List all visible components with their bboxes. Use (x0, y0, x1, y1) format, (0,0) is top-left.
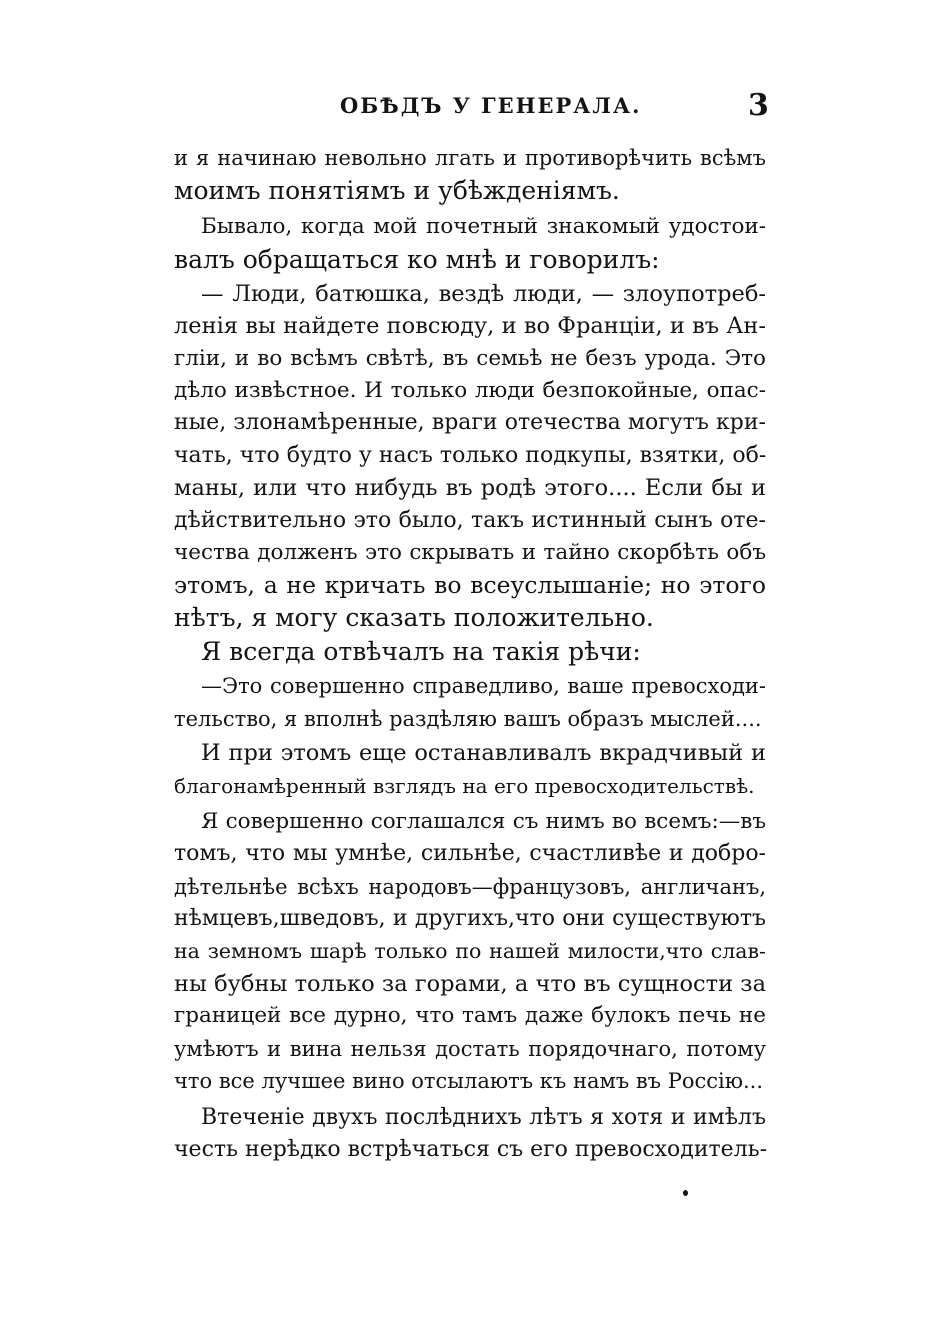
text-line: нѣтъ, я могу сказать положительно. (174, 603, 654, 632)
text-line: чать, что будто у насъ только подкупы, взятки, об- (174, 443, 767, 468)
text-line: тельство, я вполнѣ раздѣляю вашъ образъ мыслей.... (174, 707, 762, 731)
text-line: умѣютъ и вина нельзя достать порядочнаго, потому (174, 1037, 766, 1061)
text-line: валъ обращаться ко мнѣ и говорилъ: (174, 245, 660, 274)
text-line: моимъ понятіямъ и убѣжденіямъ. (174, 176, 620, 205)
text-line: маны, или что нибудь въ родѣ этого.... Если бы и (174, 475, 766, 501)
text-line: что все лучшее вино отсылаютъ къ намъ въ Россію... (174, 1069, 764, 1093)
text-line: томъ, что мы умнѣе, сильнѣе, счастливѣе и добро- (174, 841, 766, 866)
text-line: чества долженъ это скрывать и тайно скорбѣть объ (174, 540, 766, 565)
text-line: на земномъ шарѣ только по нашей милости,что слав- (174, 939, 766, 963)
text-line: нѣмцевъ,шведовъ, и другихъ,что они существуютъ (174, 906, 766, 931)
running-title: ОБѢДЪ У ГЕНЕРАЛА. (340, 93, 642, 118)
text-line: дѣло извѣстное. И только люди безпокойные, опас- (174, 378, 766, 403)
text-line: границей все дурно, что тамъ даже булокъ печь не (174, 1003, 766, 1028)
text-line: честь нерѣдко встрѣчаться съ его превосходитель- (174, 1137, 768, 1162)
text-line: Бывало, когда мой почетный знакомый удостои- (201, 214, 766, 239)
text-line: ленія вы найдете повсюду, и во Франціи, и въ Ан- (174, 313, 766, 339)
text-line: дѣтельнѣе всѣхъ народовъ—французовъ, англичанъ, (174, 875, 766, 899)
text-line: — Люди, батюшка, вездѣ люди, — злоупотреб- (201, 281, 766, 307)
text-line: ны бубны только за горами, а что въ сущности за (174, 971, 766, 997)
text-line: благонамѣренный взглядъ на его превосходительствѣ. (174, 774, 755, 798)
page-number: 3 (748, 88, 769, 123)
text-line: дѣйствительно это было, такъ истинный сынъ оте- (174, 508, 766, 533)
text-line: —Это совершенно справедливо, ваше превосходи- (201, 674, 766, 698)
text-line: Я всегда отвѣчалъ на такія рѣчи: (201, 637, 641, 666)
ink-speck (683, 1190, 688, 1196)
text-line: Втеченіе двухъ послѣднихъ лѣтъ я хотя и имѣлъ (201, 1105, 766, 1130)
text-line: этомъ, а не кричать во всеуслышаніе; но этого (174, 571, 766, 599)
text-line: И при этомъ еще останавливалъ вкрадчивый и (201, 740, 766, 766)
text-line: Я совершенно соглашался съ нимъ во всемъ:—въ (201, 809, 766, 834)
text-line: гліи, и во всѣмъ свѣтѣ, въ семьѣ не безъ урода. Это (174, 346, 766, 371)
text-line: ные, злонамѣренные, враги отечества могутъ кри- (174, 410, 766, 435)
text-line: и я начинаю невольно лгать и противорѣчить всѣмъ (174, 146, 766, 170)
